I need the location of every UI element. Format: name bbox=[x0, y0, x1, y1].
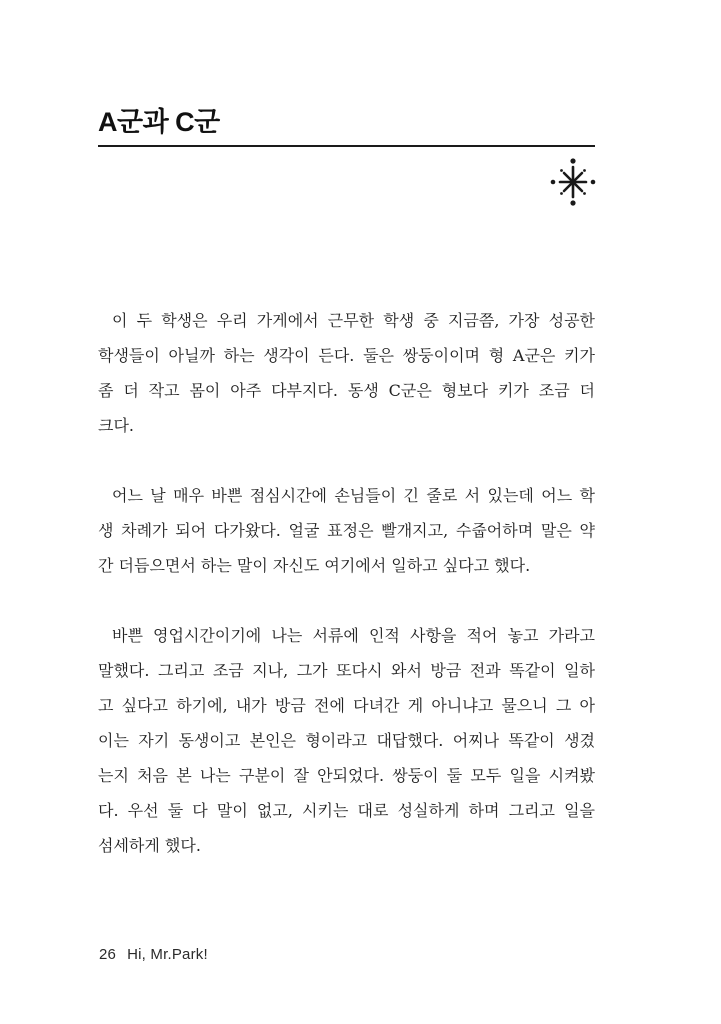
text-line: 섬세하게 했다. bbox=[98, 836, 201, 855]
text-line: 바쁜 영업시간이기에 나는 서류에 인적 사항을 적어 놓고 가라고 bbox=[112, 626, 595, 645]
running-title: Hi, Mr.Park! bbox=[127, 946, 208, 963]
text-line: 다. 우선 둘 다 말이 없고, 시키는 대로 성실하게 하며 그리고 일을 bbox=[98, 801, 595, 820]
sparkle-asterisk-icon bbox=[547, 156, 599, 208]
text-line: 는지 처음 본 나는 구분이 잘 안되었다. 쌍둥이 둘 모두 일을 시켜봤 bbox=[98, 766, 595, 785]
text-line: 좀 더 작고 몸이 아주 다부지다. 동생 C군은 형보다 키가 조금 더 bbox=[98, 381, 595, 400]
paragraph bbox=[98, 303, 595, 443]
text-line: 이는 자기 동생이고 본인은 형이라고 대답했다. 어찌나 똑같이 생겼 bbox=[98, 731, 595, 750]
title-divider bbox=[98, 145, 595, 147]
text-line: 말했다. 그리고 조금 지나, 그가 또다시 와서 방금 전과 똑같이 일하 bbox=[98, 661, 595, 680]
body-text bbox=[98, 303, 595, 863]
paragraph bbox=[98, 478, 595, 583]
text-line: 어느 날 매우 바쁜 점심시간에 손님들이 긴 줄로 서 있는데 어느 학 bbox=[112, 486, 595, 505]
text-line: 생 차례가 되어 다가왔다. 얼굴 표정은 빨개지고, 수줍어하며 말은 약 bbox=[98, 521, 595, 540]
text-line: 크다. bbox=[98, 416, 134, 435]
page-footer bbox=[99, 946, 208, 963]
text-line: 고 싶다고 하기에, 내가 방금 전에 다녀간 게 아니냐고 물으니 그 아 bbox=[98, 696, 595, 715]
text-line: 이 두 학생은 우리 가게에서 근무한 학생 중 지금쯤, 가장 성공한 bbox=[112, 311, 595, 330]
paragraph bbox=[98, 618, 595, 863]
page-number: 26 bbox=[99, 946, 117, 963]
page-title: A군과 C군 bbox=[98, 107, 220, 137]
text-line: 학생들이 아닐까 하는 생각이 든다. 둘은 쌍둥이이며 형 A군은 키가 bbox=[98, 346, 595, 365]
text-line: 간 더듬으면서 하는 말이 자신도 여기에서 일하고 싶다고 했다. bbox=[98, 556, 531, 575]
